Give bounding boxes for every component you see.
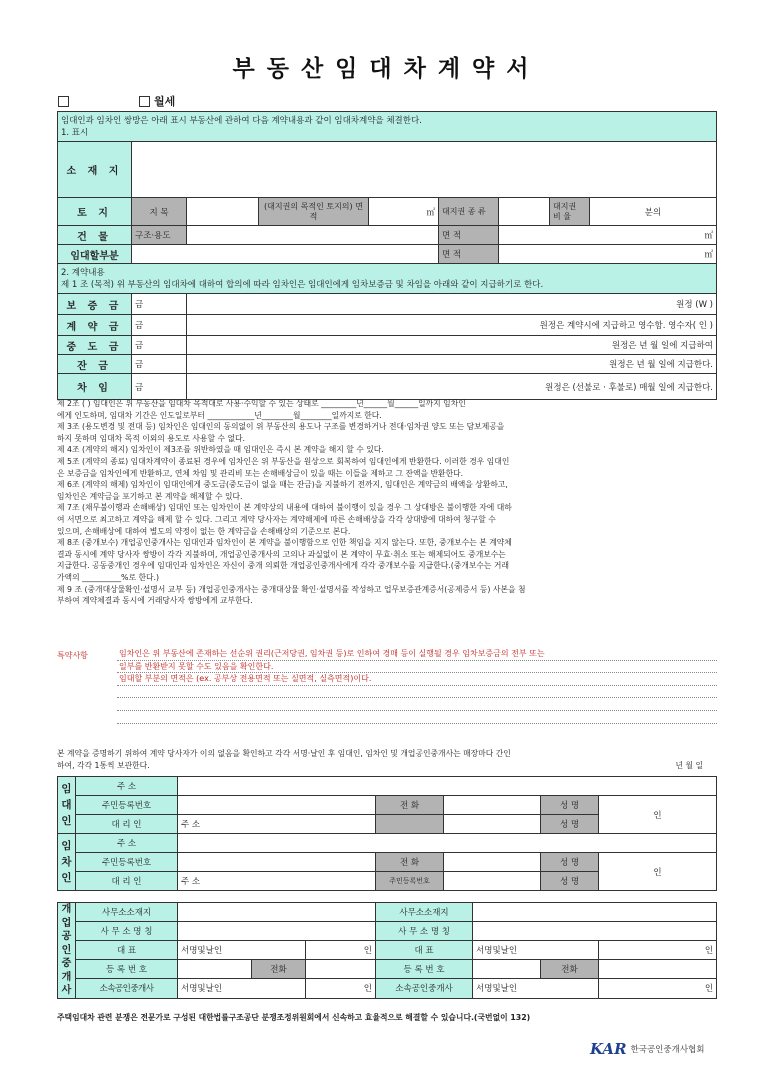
lessor-phone-value[interactable] — [444, 796, 541, 815]
clause-line: 제 2조 ( ) 임대인은 위 부동산을 임대차 목적대로 사용·수익할 수 있는 상태로 _________년______월______일까지 임차인 — [57, 399, 466, 408]
broker1-sign[interactable]: 서명및날인 — [178, 941, 306, 960]
checkbox-jeonse[interactable] — [58, 96, 69, 107]
building-label: 건 물 — [58, 226, 132, 245]
clause-line: 하지 못하며 임대차 목적 이외의 용도로 사용할 수 없다. — [57, 433, 246, 443]
kar-logo-icon: KAR — [590, 1040, 627, 1058]
lessor-agent-label: 대 리 인 — [76, 815, 178, 834]
clause-line: 제 8조 (중개보수) 개업공인중개사는 임대인과 임차인이 본 계약을 불이행함으로 인한 책임을 지지 않는다. 또한, 중개보수는 본 계약체 — [57, 538, 512, 548]
checkbox-wolse[interactable] — [139, 96, 150, 107]
clause-line: 임차인은 계약금을 포기하고 본 계약을 해제할 수 있다. — [57, 491, 243, 501]
lessor-seal[interactable]: 인 — [599, 796, 717, 834]
land-right-type-label: 대지권 종 류 — [439, 198, 499, 226]
broker1-seal[interactable]: 인 — [306, 941, 376, 960]
clause-line: 에게 인도하며, 임대차 기간은 인도일로부터 ____________년________월________일까지로 한다. — [57, 410, 382, 420]
leased-part-label: 임대할부분 — [58, 245, 132, 264]
broker-label: 개업공인중개사 — [58, 903, 76, 999]
lessor-address-value[interactable] — [178, 777, 717, 796]
land-right-area-label: (대지권의 목적인 토지의) 면적 — [259, 198, 369, 226]
leased-area-value[interactable]: ㎡ — [499, 245, 717, 264]
land-right-ratio-label: 대지권 비 율 — [550, 198, 590, 226]
special-line-3[interactable]: 임대할 부분의 면적은 (ex. 공부상 전용면적 또는 실면적, 실측면적)이다. — [117, 673, 717, 686]
payment-balance-label: 잔 금 — [58, 355, 132, 374]
leased-area-label: 면 적 — [439, 245, 499, 264]
broker2-office-name-label: 사 무 소 명 칭 — [376, 922, 473, 941]
lessor-name-label: 성 명 — [541, 796, 599, 815]
broker1-phone-label: 전화 — [252, 960, 306, 979]
broker2-office-address-label: 사무소소재지 — [376, 903, 473, 922]
land-right-ratio-value[interactable]: 분의 — [590, 198, 717, 226]
leased-part-value[interactable] — [132, 245, 439, 264]
lessor-phone-label: 전 화 — [376, 796, 444, 815]
lessee-agent-name-label: 성 명 — [541, 872, 599, 891]
special-terms — [57, 648, 717, 724]
broker2-office-name[interactable] — [473, 922, 717, 941]
broker2-office-address[interactable] — [473, 903, 717, 922]
special-line-5[interactable] — [117, 698, 717, 711]
broker1-reg-label: 등 록 번 호 — [76, 960, 178, 979]
broker1-office-address-label: 사무소소재지 — [76, 903, 178, 922]
special-line-4[interactable] — [117, 686, 717, 699]
lessor-label: 임대인 — [58, 777, 76, 834]
parties-table — [57, 776, 717, 891]
broker1-phone[interactable] — [306, 960, 376, 979]
clause-line: 제 7조 (채무불이행과 손해배상) 임대인 또는 임차인이 본 계약상의 내용에 대하여 불이행이 있을 경우 그 상대방은 불이행한 자에 대하 — [57, 503, 512, 513]
broker1-affiliated-seal[interactable]: 인 — [306, 979, 376, 998]
special-terms-label: 특약사항 — [57, 651, 88, 660]
broker2-affiliated-seal[interactable]: 인 — [599, 979, 717, 998]
association-name: 한국공인중개사협회 — [630, 1045, 705, 1055]
association-logo — [590, 1040, 704, 1058]
special-line-6[interactable] — [117, 711, 717, 724]
clause-line: 지급한다. 공동중개인 경우에 임대인과 임차인은 자신이 중개 의뢰한 개업공인중개사에게 각각 중개보수를 지급한다.(중개보수는 거래 — [57, 561, 509, 571]
payment-middle-value[interactable]: 원정은 년 월 일에 지급하여 — [187, 336, 717, 355]
special-line-2[interactable]: 일부를 반환받지 못할 수도 있음을 확인한다. — [117, 661, 717, 674]
wolse-label: 월세 — [154, 95, 176, 108]
footer-notice: 주택임대차 관련 분쟁은 전문가로 구성된 대한법률구조공단 분쟁조정위원회에서 신속하고 효율적으로 해결할 수 있습니다.(국번없이 132) — [57, 1013, 531, 1022]
payment-down-value[interactable]: 원정은 계약시에 지급하고 영수함. 영수자( 인 ) — [187, 315, 717, 336]
broker1-affiliated-label: 소속공인중개사 — [76, 979, 178, 998]
building-area-value[interactable]: ㎡ — [499, 226, 717, 245]
lessee-address-value[interactable] — [178, 834, 717, 853]
lessee-phone-label: 전 화 — [376, 853, 444, 872]
lessee-agent-address[interactable]: 주 소 — [178, 872, 376, 891]
clause-line: 은 보증금을 임차인에게 반환하고, 연체 차임 및 관리비 또는 손해배상금이 있을 때는 이들을 제하고 그 잔액을 반환한다. — [57, 468, 464, 478]
clause-line: 가액의 __________%로 한다.) — [57, 572, 160, 582]
structure-use-label: 구조·용도 — [132, 226, 187, 245]
payment-rent-label: 차 임 — [58, 374, 132, 400]
broker-table — [57, 902, 717, 999]
special-line-1[interactable]: 임차인은 위 부동산에 존재하는 선순위 권리(근저당권, 임차권 등)로 인하여 경매 등이 실행될 경우 임차보증금의 전부 또는 — [117, 648, 717, 661]
clause-line: 제 9 조 (중개대상물확인·설명서 교부 등) 개업공인중개사는 중개대상물 확인·설명서를 작성하고 업무보증관계증서(공제증서 등) 사본을 첨 — [57, 584, 526, 594]
land-label: 토 지 — [58, 198, 132, 226]
broker1-office-address[interactable] — [178, 903, 376, 922]
section2-header: 2. 계약내용 제 1 조 (목적) 위 부동산의 임대차에 대하여 합의에 따라 임차인은 임대인에게 임차보증금 및 차임을 아래와 같이 지급하기로 한다. — [58, 264, 717, 294]
broker1-rep-label: 대 표 — [76, 941, 178, 960]
broker1-office-name[interactable] — [178, 922, 376, 941]
lessor-address-label: 주 소 — [76, 777, 178, 796]
lessee-id-value[interactable] — [178, 853, 376, 872]
clause-line: 제 3조 (용도변경 및 전대 등) 임차인은 임대인의 동의없이 위 부동산의 용도나 구조를 변경하거나 전대·임차권 양도 또는 담보제공을 — [57, 422, 505, 432]
clause-line: 제 6조 (계약의 해제) 임차인이 임대인에게 중도금(중도금이 없을 때는 잔금)을 지불하기 전까지, 임대인은 계약금의 배액을 상환하고, — [57, 480, 508, 490]
payment-deposit-value[interactable]: 원정 (W ) — [187, 294, 717, 315]
land-right-type-value[interactable] — [499, 198, 550, 226]
clause-line: 결과 동시에 계약 당사자 쌍방이 각각 지불하며, 개업공인중개사의 고의나 과실없이 본 계약이 무효·취소 또는 해제되어도 중개보수는 — [57, 549, 506, 559]
lessee-id-label: 주민등록번호 — [76, 853, 178, 872]
land-category-label: 지 목 — [132, 198, 187, 226]
broker2-affiliated-label: 소속공인중개사 — [376, 979, 473, 998]
certification-text: 본 계약을 증명하기 위하여 계약 당사자가 이의 없음을 확인하고 각각 서명·날인 후 임대인, 임차인 및 개업공인중개사는 매장마다 간인 하여, 각각 1통씩 보관한다. 년 월 일 — [57, 749, 703, 770]
lessee-seal[interactable]: 인 — [599, 853, 717, 891]
lessee-label: 임차인 — [58, 834, 76, 891]
clause-line: 제 4조 (계약의 해지) 임차인이 제3조를 위반하였을 때 임대인은 즉시 본 계약을 해지 할 수 있다. — [57, 445, 384, 455]
location-label: 소 재 지 — [58, 142, 132, 198]
payment-middle-label: 중 도 금 — [58, 336, 132, 355]
certification-date[interactable]: 년 월 일 — [675, 761, 703, 770]
lessee-name-label: 성 명 — [541, 853, 599, 872]
broker2-sign[interactable]: 서명및날인 — [473, 941, 599, 960]
payment-down-label: 계 약 금 — [58, 315, 132, 336]
clause-line: 부하여 계약체결과 동시에 거래당사자 쌍방에게 교부한다. — [57, 596, 253, 606]
land-area-value[interactable]: ㎡ — [369, 198, 439, 226]
lessee-agent-id-label: 주민등록번호 — [376, 872, 444, 891]
lessee-phone-value[interactable] — [444, 853, 541, 872]
payment-balance-value[interactable]: 원정은 년 월 일에 지급한다. — [187, 355, 717, 374]
structure-use-value[interactable] — [187, 226, 439, 245]
document-title: 부동산임대차계약서 — [232, 56, 541, 82]
payment-rent-value[interactable]: 원정은 (선불로 · 후불로) 매월 일에 지급한다. — [187, 374, 717, 400]
section1-header: 임대인과 임차인 쌍방은 아래 표시 부동산에 관하여 다음 계약내용과 같이 임대차계약을 체결한다. 1. 표시 — [58, 112, 717, 142]
payment-deposit-label: 보 증 금 — [58, 294, 132, 315]
lessor-agent-address[interactable]: 주 소 — [178, 815, 376, 834]
clause-line: 제 5조 (계약의 종료) 임대차계약이 종료된 경우에 임차인은 위 부동산을 원상으로 회복하여 임대인에게 반환한다. 이러한 경우 임대인 — [57, 456, 510, 466]
broker2-rep-label: 대 표 — [376, 941, 473, 960]
lessee-address-label: 주 소 — [76, 834, 178, 853]
clause-line: 있으며, 손해배상에 대하여 별도의 약정이 없는 한 계약금을 손해배상의 기준으로 본다. — [57, 526, 351, 536]
broker2-phone-label: 전화 — [541, 960, 599, 979]
broker2-affiliated-sign[interactable]: 서명및날인 — [473, 979, 599, 998]
lessor-id-value[interactable] — [178, 796, 376, 815]
lessee-agent-label: 대 리 인 — [76, 872, 178, 891]
lessor-id-label: 주민등록번호 — [76, 796, 178, 815]
location-value[interactable] — [132, 142, 717, 198]
broker1-affiliated-sign[interactable]: 서명및날인 — [178, 979, 306, 998]
broker1-office-name-label: 사 무 소 명 칭 — [76, 922, 178, 941]
clause-line: 여 서면으로 최고하고 계약을 해제 할 수 있다. 그리고 계약 당사자는 계약해제에 따른 손해배상을 각각 상대방에 대하여 청구할 수 — [57, 514, 496, 524]
clauses-block — [57, 398, 717, 607]
broker2-reg-label: 등 록 번 호 — [376, 960, 473, 979]
lessor-agent-name-label: 성 명 — [541, 815, 599, 834]
property-table: 임대인과 임차인 쌍방은 아래 표시 부동산에 관하여 다음 계약내용과 같이 임대차계약을 체결한다. 1. 표시 소 재 지 토 지 지 목 (대지권의 목적인 토지의) 면적 ㎡ 대지권 종 류 대지권 비 율 분의 건 물 구조·용도 면 적 ㎡ 임대할부분 면 적 ㎡ 2. 계약내용 제 1 조 (목적) 위 부동산의 임대차에 대하여 합의에 따라 임차인은 임대인에게 임차보증금 및 차임을 아래와 같이 지급하기로 한다. 보 증 금 금 원정 (W ) 계 약 금 금 원정은 계약시에 지급하고 영수함. 영수자( 인 ) 중 도 금 금 원정은 년 월 일에 지급하여 잔 금 금 원정은 년 월 일에 지급한다. 차 임 금 원정은 (선불로 · 후불로) 매월 일에 지급한다. — [57, 111, 717, 400]
broker2-phone[interactable] — [599, 960, 717, 979]
building-area-label: 면 적 — [439, 226, 499, 245]
broker2-seal[interactable]: 인 — [599, 941, 717, 960]
contract-type-row — [58, 94, 175, 108]
land-category-value[interactable] — [187, 198, 259, 226]
